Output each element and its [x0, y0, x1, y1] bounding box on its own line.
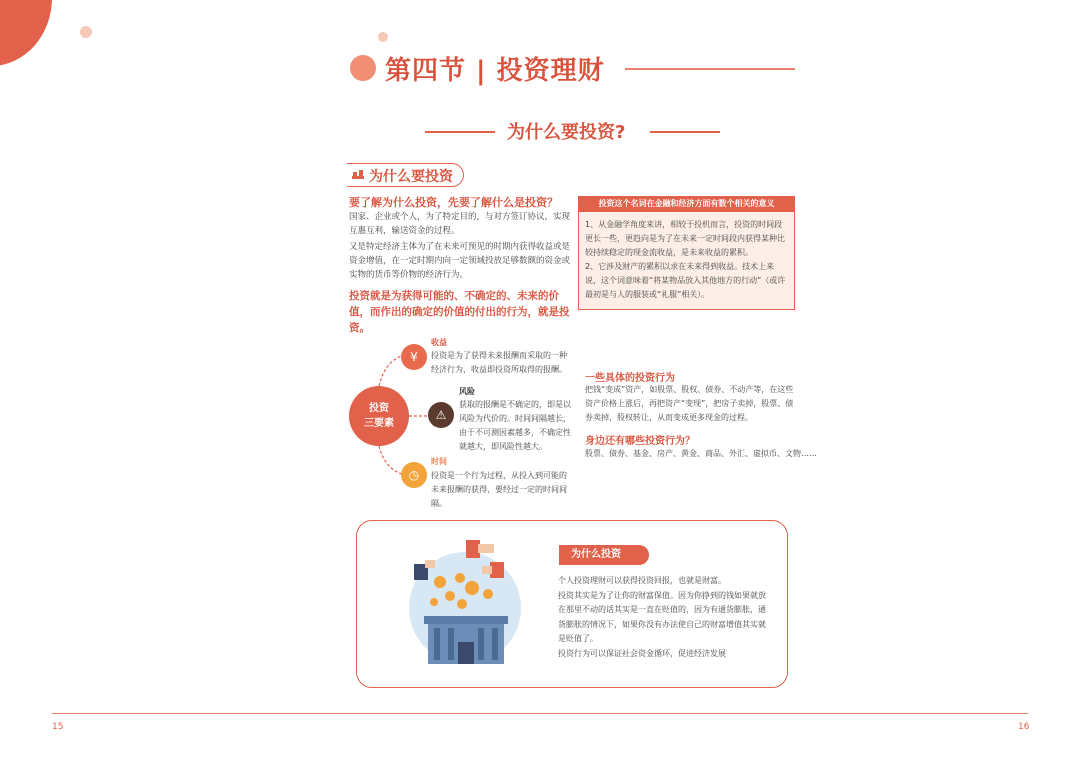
- bank-coins-illustration: [400, 530, 530, 675]
- nearby-behaviors-heading: 身边还有哪些投资行为？: [585, 436, 695, 447]
- footer-rule: [52, 713, 1028, 714]
- why-invest-tag: 为什么投资: [559, 545, 649, 565]
- element-text-return: 投资是为了获得未来报酬而采取的一种经济行为，收益即投资所取得的报酬。: [431, 351, 567, 374]
- why-invest-line-3: 投资行为可以保证社会资金循环，促进经济发展: [558, 648, 726, 658]
- definition-highlight: 投资就是为获得可能的、不确定的、未来的价值，而作出的确定的价值的付出的行为，就是投资。: [349, 290, 570, 334]
- risk-icon: ⚠: [428, 402, 454, 428]
- specific-behaviors-heading: 一些具体的投资行为: [585, 373, 675, 384]
- section-tag-label: 为什么要投资: [369, 169, 453, 185]
- decorative-dot: [378, 32, 388, 42]
- clock-icon: ◷: [401, 462, 427, 488]
- coins-icon: [351, 167, 365, 181]
- diagram-core-line2: 三要素: [364, 418, 394, 429]
- title-rule: [625, 68, 795, 70]
- decorative-circle: [0, 0, 52, 66]
- page-number-left: 15: [52, 722, 64, 732]
- element-text-risk: 获取的报酬是不确定的，即是以风险为代价的。时间间隔越长，由于不可测因素越多，不确定性就越大，即风险性越大。: [459, 400, 571, 451]
- element-label-return: 收益: [431, 338, 447, 347]
- nearby-behaviors-text: 股票、债券、基金、房产、黄金、商品、外汇、虚拟币、文物……: [585, 449, 817, 458]
- page-number-right: 16: [1018, 722, 1030, 732]
- info-box-heading: 投资这个名词在金融和经济方面有数个相关的意义: [578, 196, 795, 212]
- why-invest-line-2: 投资其实是为了让你的财富保值。因为你挣到的钱如果就放在那里不动的话其实是一直在贬值的，因为有通货膨胀，通货膨胀的情况下，如果你没有办法使自己的财富增值其实就是贬值了。: [558, 590, 766, 643]
- why-invest-line-1: 个人投资理财可以获得投资回报，也就是财富。: [558, 576, 726, 585]
- info-item-1: 1、从金融学角度来讲，相较于投机而言，投资的时间段更长一些，更趋向是为了在未来一定时间段内获得某种比较持续稳定的现金流收益，是未来收益的累积。: [585, 220, 785, 257]
- title-bullet-icon: [350, 55, 376, 81]
- diagram-core: [349, 386, 409, 446]
- money-bag-icon: ¥: [401, 344, 427, 370]
- subtitle: 为什么要投资?: [507, 122, 626, 143]
- info-box-body: [585, 218, 789, 302]
- subtitle-rule-right: [650, 131, 720, 133]
- element-label-risk: 风险: [459, 387, 475, 396]
- subtitle-rule-left: [425, 131, 495, 133]
- section-question: 要了解为什么投资，先要了解什么是投资？: [349, 196, 558, 209]
- decorative-dot: [80, 26, 92, 38]
- info-item-2: 2、它涉及财产的累积以求在未来得到收益。技术上来说，这个词意味着“将某物品放入其他地方的行动”（或许最初是与人的服装或“礼服”相关）。: [585, 262, 786, 299]
- element-label-time: 时间: [431, 457, 447, 466]
- page-title: 第四节 | 投资理财: [385, 56, 605, 86]
- specific-behaviors-text: 把钱“变成”资产，如股票、股权、债券、不动产等，在这些资产价格上涨后，再把资产“变现”，把房子卖掉，股票、债券卖掉，股权转让，从而变成更多现金的过程。: [585, 385, 794, 422]
- definition-paragraph-1: 国家、企业或个人，为了特定目的，与对方签订协议，实现互惠互利，输送资金的过程。: [349, 212, 571, 236]
- element-text-time: 投资是一个行为过程，从投入到可能的未来报酬的获得，要经过一定的时间间隔。: [431, 471, 567, 508]
- definition-paragraph-2: 又是特定经济主体为了在未来可预见的时期内获得收益或是资金增值，在一定时期内向一定领域投放足够数额的资金或实物的货币等价物的经济行为。: [349, 242, 571, 280]
- why-invest-text: [558, 574, 773, 661]
- diagram-core-line1: 投资: [369, 403, 389, 414]
